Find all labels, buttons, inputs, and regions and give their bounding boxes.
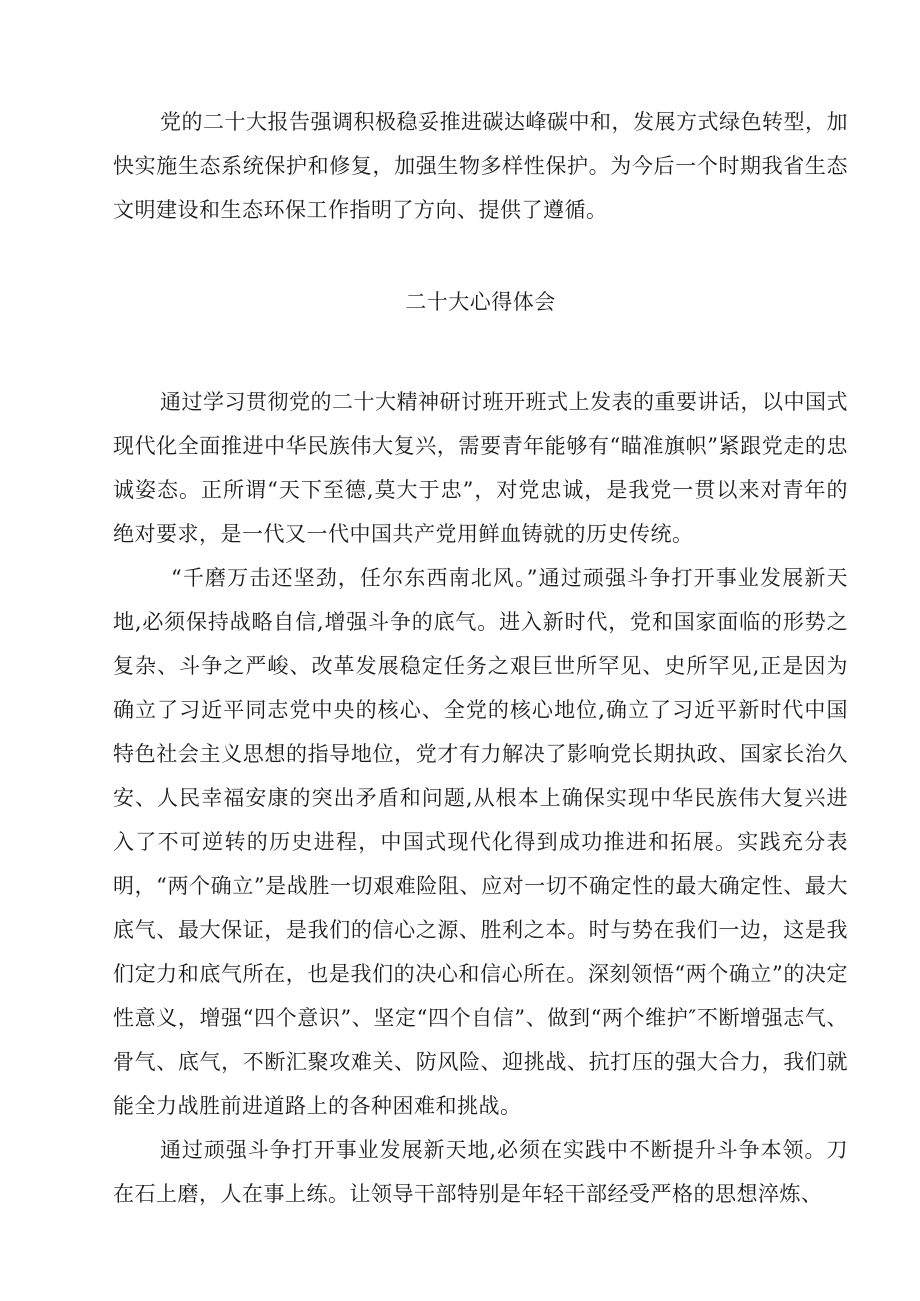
body-paragraph-1: 通过学习贯彻党的二十大精神研讨班开班式上发表的重要讲话，以中国式现代化全面推进中华民族伟大复兴，需要青年能够有“瞄准旗帜”紧跟党走的忠诚姿态。正所谓“天下至德,莫大于忠”，对党忠诚，是我党一贯以来对青年的绝对要求，是一代又一代中国共产党用鲜血铸就的历史传统。: [113, 390, 848, 546]
body-paragraph-3: 通过顽强斗争打开事业发展新天地,必须在实践中不断提升斗争本领。刀在石上磨，人在事上练。让领导干部特别是年轻干部经受严格的思想淬炼、: [113, 1138, 848, 1206]
intro-section: [113, 100, 848, 232]
intro-paragraph: 党的二十大报告强调积极稳妥推进碳达峰碳中和，发展方式绿色转型，加快实施生态系统保护和修复，加强生物多样性保护。为今后一个时期我省生态文明建设和生态环保工作指明了方向、提供了遵循。: [113, 110, 848, 222]
body-paragraph-2: “千磨万击还坚劲，任尔东西南北风。”通过顽强斗争打开事业发展新天地,必须保持战略自信,增强斗争的底气。进入新时代，党和国家面临的形势之复杂、斗争之严峻、改革发展稳定任务之艰巨世所罕见、史所罕见,正是因为确立了习近平同志党中央的核心、全党的核心地位,确立了习近平新时代中国特色社会主义思想的指导地位，党才有力解决了影响党长期执政、国家长治久安、人民幸福安康的突出矛盾和问题,从根本上确保实现中华民族伟大复兴进入了不可逆转的历史进程，中国式现代化得到成功推进和拓展。实践充分表明，“两个确立”是战胜一切艰难险阻、应对一切不确定性的最大确定性、最大底气、最大保证，是我们的信心之源、胜利之本。时与势在我们一边，这是我们定力和底气所在，也是我们的决心和信心所在。深刻领悟“两个确立”的决定性意义，增强“四个意识”、坚定“四个自信”、做到“两个维护″不断增强志气、骨气、底气，不断汇聚攻难关、防风险、迎挑战、抗打压的强大合力，我们就能全力战胜前进道路上的各种困难和挑战。: [113, 566, 848, 1118]
body-section: [113, 380, 848, 1216]
section-title: 二十大心得体会: [405, 290, 556, 314]
